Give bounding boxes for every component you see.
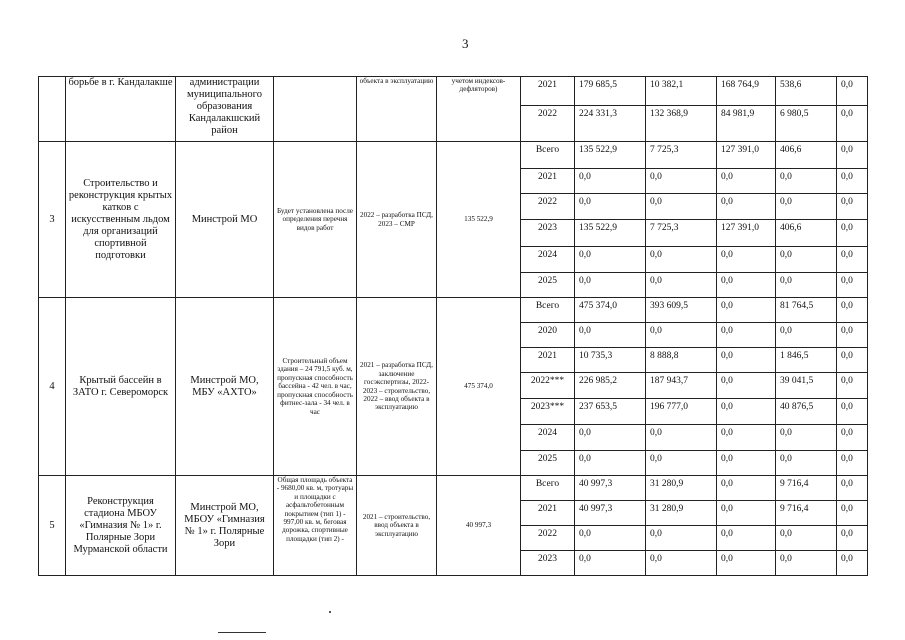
capacity-cell: Будет установлена после определения перечня видов работ	[274, 142, 357, 298]
federal-cell: 0,0	[646, 323, 717, 348]
year-cell: Всего	[521, 298, 575, 323]
total-cell: 0,0	[575, 551, 646, 576]
year-cell: 2024	[521, 425, 575, 451]
page-number: 3	[462, 36, 469, 51]
regional-cell: 0,0	[717, 551, 776, 576]
year-cell: 2021	[521, 169, 575, 194]
total-cell: 0,0	[575, 273, 646, 298]
year-cell: 2023	[521, 220, 575, 247]
row-number-cell: 5	[39, 476, 66, 576]
other-cell: 0,0	[837, 501, 868, 526]
federal-cell: 8 888,8	[646, 348, 717, 373]
customer-cell: администрации муниципального образования Кандалакшский район	[176, 77, 274, 142]
regional-cell: 0,0	[717, 476, 776, 501]
other-cell: 0,0	[837, 169, 868, 194]
row-number-cell: 3	[39, 142, 66, 298]
regional-cell: 127 391,0	[717, 142, 776, 169]
local-cell: 0,0	[776, 425, 837, 451]
capacity-cell	[274, 77, 357, 142]
total-cell: 0,0	[575, 425, 646, 451]
scan-dot	[329, 611, 331, 613]
total-cell: 0,0	[575, 323, 646, 348]
year-cell: 2022***	[521, 373, 575, 399]
other-cell: 0,0	[837, 106, 868, 142]
federal-cell: 0,0	[646, 451, 717, 476]
total-cell: 475 374,0	[575, 298, 646, 323]
row-number-cell	[39, 77, 66, 142]
capacity-cell: Строительный объем здания – 24 791,5 куб. м, пропускная способность бассейна - 42 чел. в час, пропускная способность фитнес-зала - 34 чел. в час	[274, 298, 357, 476]
local-cell: 406,6	[776, 220, 837, 247]
table-row	[39, 77, 868, 106]
regional-cell: 127 391,0	[717, 220, 776, 247]
other-cell: 0,0	[837, 273, 868, 298]
regional-cell: 0,0	[717, 501, 776, 526]
regional-cell: 0,0	[717, 425, 776, 451]
total-cell: 40 997,3	[575, 501, 646, 526]
other-cell: 0,0	[837, 247, 868, 273]
federal-cell: 187 943,7	[646, 373, 717, 399]
local-cell: 81 764,5	[776, 298, 837, 323]
other-cell: 0,0	[837, 526, 868, 551]
federal-cell: 31 280,9	[646, 476, 717, 501]
year-cell: Всего	[521, 142, 575, 169]
federal-cell: 393 609,5	[646, 298, 717, 323]
total-cell: 40 997,3	[575, 476, 646, 501]
federal-cell: 0,0	[646, 247, 717, 273]
customer-cell: Минстрой МО, МБУ «АХТО»	[176, 298, 274, 476]
local-cell: 0,0	[776, 451, 837, 476]
cost-cell: 475 374,0	[437, 298, 521, 476]
federal-cell: 31 280,9	[646, 501, 717, 526]
local-cell: 538,6	[776, 77, 837, 106]
other-cell: 0,0	[837, 425, 868, 451]
regional-cell: 0,0	[717, 348, 776, 373]
local-cell: 1 846,5	[776, 348, 837, 373]
regional-cell: 0,0	[717, 298, 776, 323]
total-cell: 0,0	[575, 526, 646, 551]
other-cell: 0,0	[837, 77, 868, 106]
cost-cell: учетом индексов-дефляторов)	[437, 77, 521, 142]
local-cell: 0,0	[776, 169, 837, 194]
table-row	[39, 476, 868, 501]
total-cell: 179 685,5	[575, 77, 646, 106]
federal-cell: 7 725,3	[646, 142, 717, 169]
year-cell: 2024	[521, 247, 575, 273]
other-cell: 0,0	[837, 142, 868, 169]
capacity-cell: Общая площадь объекта - 9680,00 кв. м, тротуары и площадки с асфальтобетонным покрытием (тип 1) - 997,00 кв. м, беговая дорожка, спортивные площадки (тип 2) -	[274, 476, 357, 576]
year-cell: 2020	[521, 323, 575, 348]
local-cell: 406,6	[776, 142, 837, 169]
year-cell: Всего	[521, 476, 575, 501]
terms-cell: объекта в эксплуатацию	[357, 77, 437, 142]
federal-cell: 0,0	[646, 551, 717, 576]
local-cell: 0,0	[776, 194, 837, 220]
customer-cell: Минстрой МО	[176, 142, 274, 298]
total-cell: 224 331,3	[575, 106, 646, 142]
cost-cell: 135 522,9	[437, 142, 521, 298]
local-cell: 9 716,4	[776, 501, 837, 526]
year-cell: 2023	[521, 551, 575, 576]
terms-cell: 2022 – разработка ПСД, 2023 – СМР	[357, 142, 437, 298]
federal-cell: 0,0	[646, 273, 717, 298]
federal-cell: 10 382,1	[646, 77, 717, 106]
project-name-cell: Крытый бассейн в ЗАТО г. Североморск	[66, 298, 176, 476]
year-cell: 2023***	[521, 399, 575, 425]
federal-cell: 196 777,0	[646, 399, 717, 425]
year-cell: 2022	[521, 526, 575, 551]
total-cell: 237 653,5	[575, 399, 646, 425]
federal-cell: 0,0	[646, 425, 717, 451]
federal-cell: 0,0	[646, 194, 717, 220]
other-cell: 0,0	[837, 551, 868, 576]
local-cell: 9 716,4	[776, 476, 837, 501]
total-cell: 10 735,3	[575, 348, 646, 373]
federal-cell: 132 368,9	[646, 106, 717, 142]
footer-line	[218, 632, 266, 633]
regional-cell: 0,0	[717, 451, 776, 476]
terms-cell: 2021 – строительство, ввод объекта в эксплуатацию	[357, 476, 437, 576]
total-cell: 226 985,2	[575, 373, 646, 399]
other-cell: 0,0	[837, 476, 868, 501]
local-cell: 6 980,5	[776, 106, 837, 142]
total-cell: 135 522,9	[575, 220, 646, 247]
regional-cell: 0,0	[717, 526, 776, 551]
other-cell: 0,0	[837, 348, 868, 373]
regional-cell: 84 981,9	[717, 106, 776, 142]
other-cell: 0,0	[837, 194, 868, 220]
total-cell: 0,0	[575, 247, 646, 273]
total-cell: 135 522,9	[575, 142, 646, 169]
terms-cell: 2021 – разработка ПСД, заключение госэкспертизы, 2022-2023 – строительство, 2022 – ввод объекта в эксплуатацию	[357, 298, 437, 476]
customer-cell: Минстрой МО, МБОУ «Гимназия № 1» г. Полярные Зори	[176, 476, 274, 576]
total-cell: 0,0	[575, 194, 646, 220]
other-cell: 0,0	[837, 323, 868, 348]
local-cell: 0,0	[776, 526, 837, 551]
regional-cell: 0,0	[717, 323, 776, 348]
project-name-cell: борьбе в г. Кандалакше	[66, 77, 176, 142]
other-cell: 0,0	[837, 298, 868, 323]
total-cell: 0,0	[575, 169, 646, 194]
regional-cell: 168 764,9	[717, 77, 776, 106]
regional-cell: 0,0	[717, 194, 776, 220]
table-row	[39, 298, 868, 323]
row-number-cell: 4	[39, 298, 66, 476]
year-cell: 2025	[521, 273, 575, 298]
table-row	[39, 142, 868, 169]
local-cell: 40 876,5	[776, 399, 837, 425]
year-cell: 2022	[521, 106, 575, 142]
other-cell: 0,0	[837, 220, 868, 247]
other-cell: 0,0	[837, 451, 868, 476]
other-cell: 0,0	[837, 373, 868, 399]
year-cell: 2021	[521, 501, 575, 526]
local-cell: 0,0	[776, 323, 837, 348]
year-cell: 2021	[521, 77, 575, 106]
year-cell: 2021	[521, 348, 575, 373]
local-cell: 39 041,5	[776, 373, 837, 399]
project-name-cell: Строительство и реконструкция крытых катков с искусственным льдом для организаций спортивной подготовки	[66, 142, 176, 298]
federal-cell: 0,0	[646, 526, 717, 551]
regional-cell: 0,0	[717, 169, 776, 194]
local-cell: 0,0	[776, 273, 837, 298]
other-cell: 0,0	[837, 399, 868, 425]
regional-cell: 0,0	[717, 273, 776, 298]
project-name-cell: Реконструкция стадиона МБОУ «Гимназия № 1» г. Полярные Зори Мурманской области	[66, 476, 176, 576]
federal-cell: 7 725,3	[646, 220, 717, 247]
federal-cell: 0,0	[646, 169, 717, 194]
total-cell: 0,0	[575, 451, 646, 476]
regional-cell: 0,0	[717, 399, 776, 425]
cost-cell: 40 997,3	[437, 476, 521, 576]
year-cell: 2025	[521, 451, 575, 476]
regional-cell: 0,0	[717, 373, 776, 399]
year-cell: 2022	[521, 194, 575, 220]
regional-cell: 0,0	[717, 247, 776, 273]
local-cell: 0,0	[776, 551, 837, 576]
local-cell: 0,0	[776, 247, 837, 273]
investment-table	[38, 76, 868, 576]
